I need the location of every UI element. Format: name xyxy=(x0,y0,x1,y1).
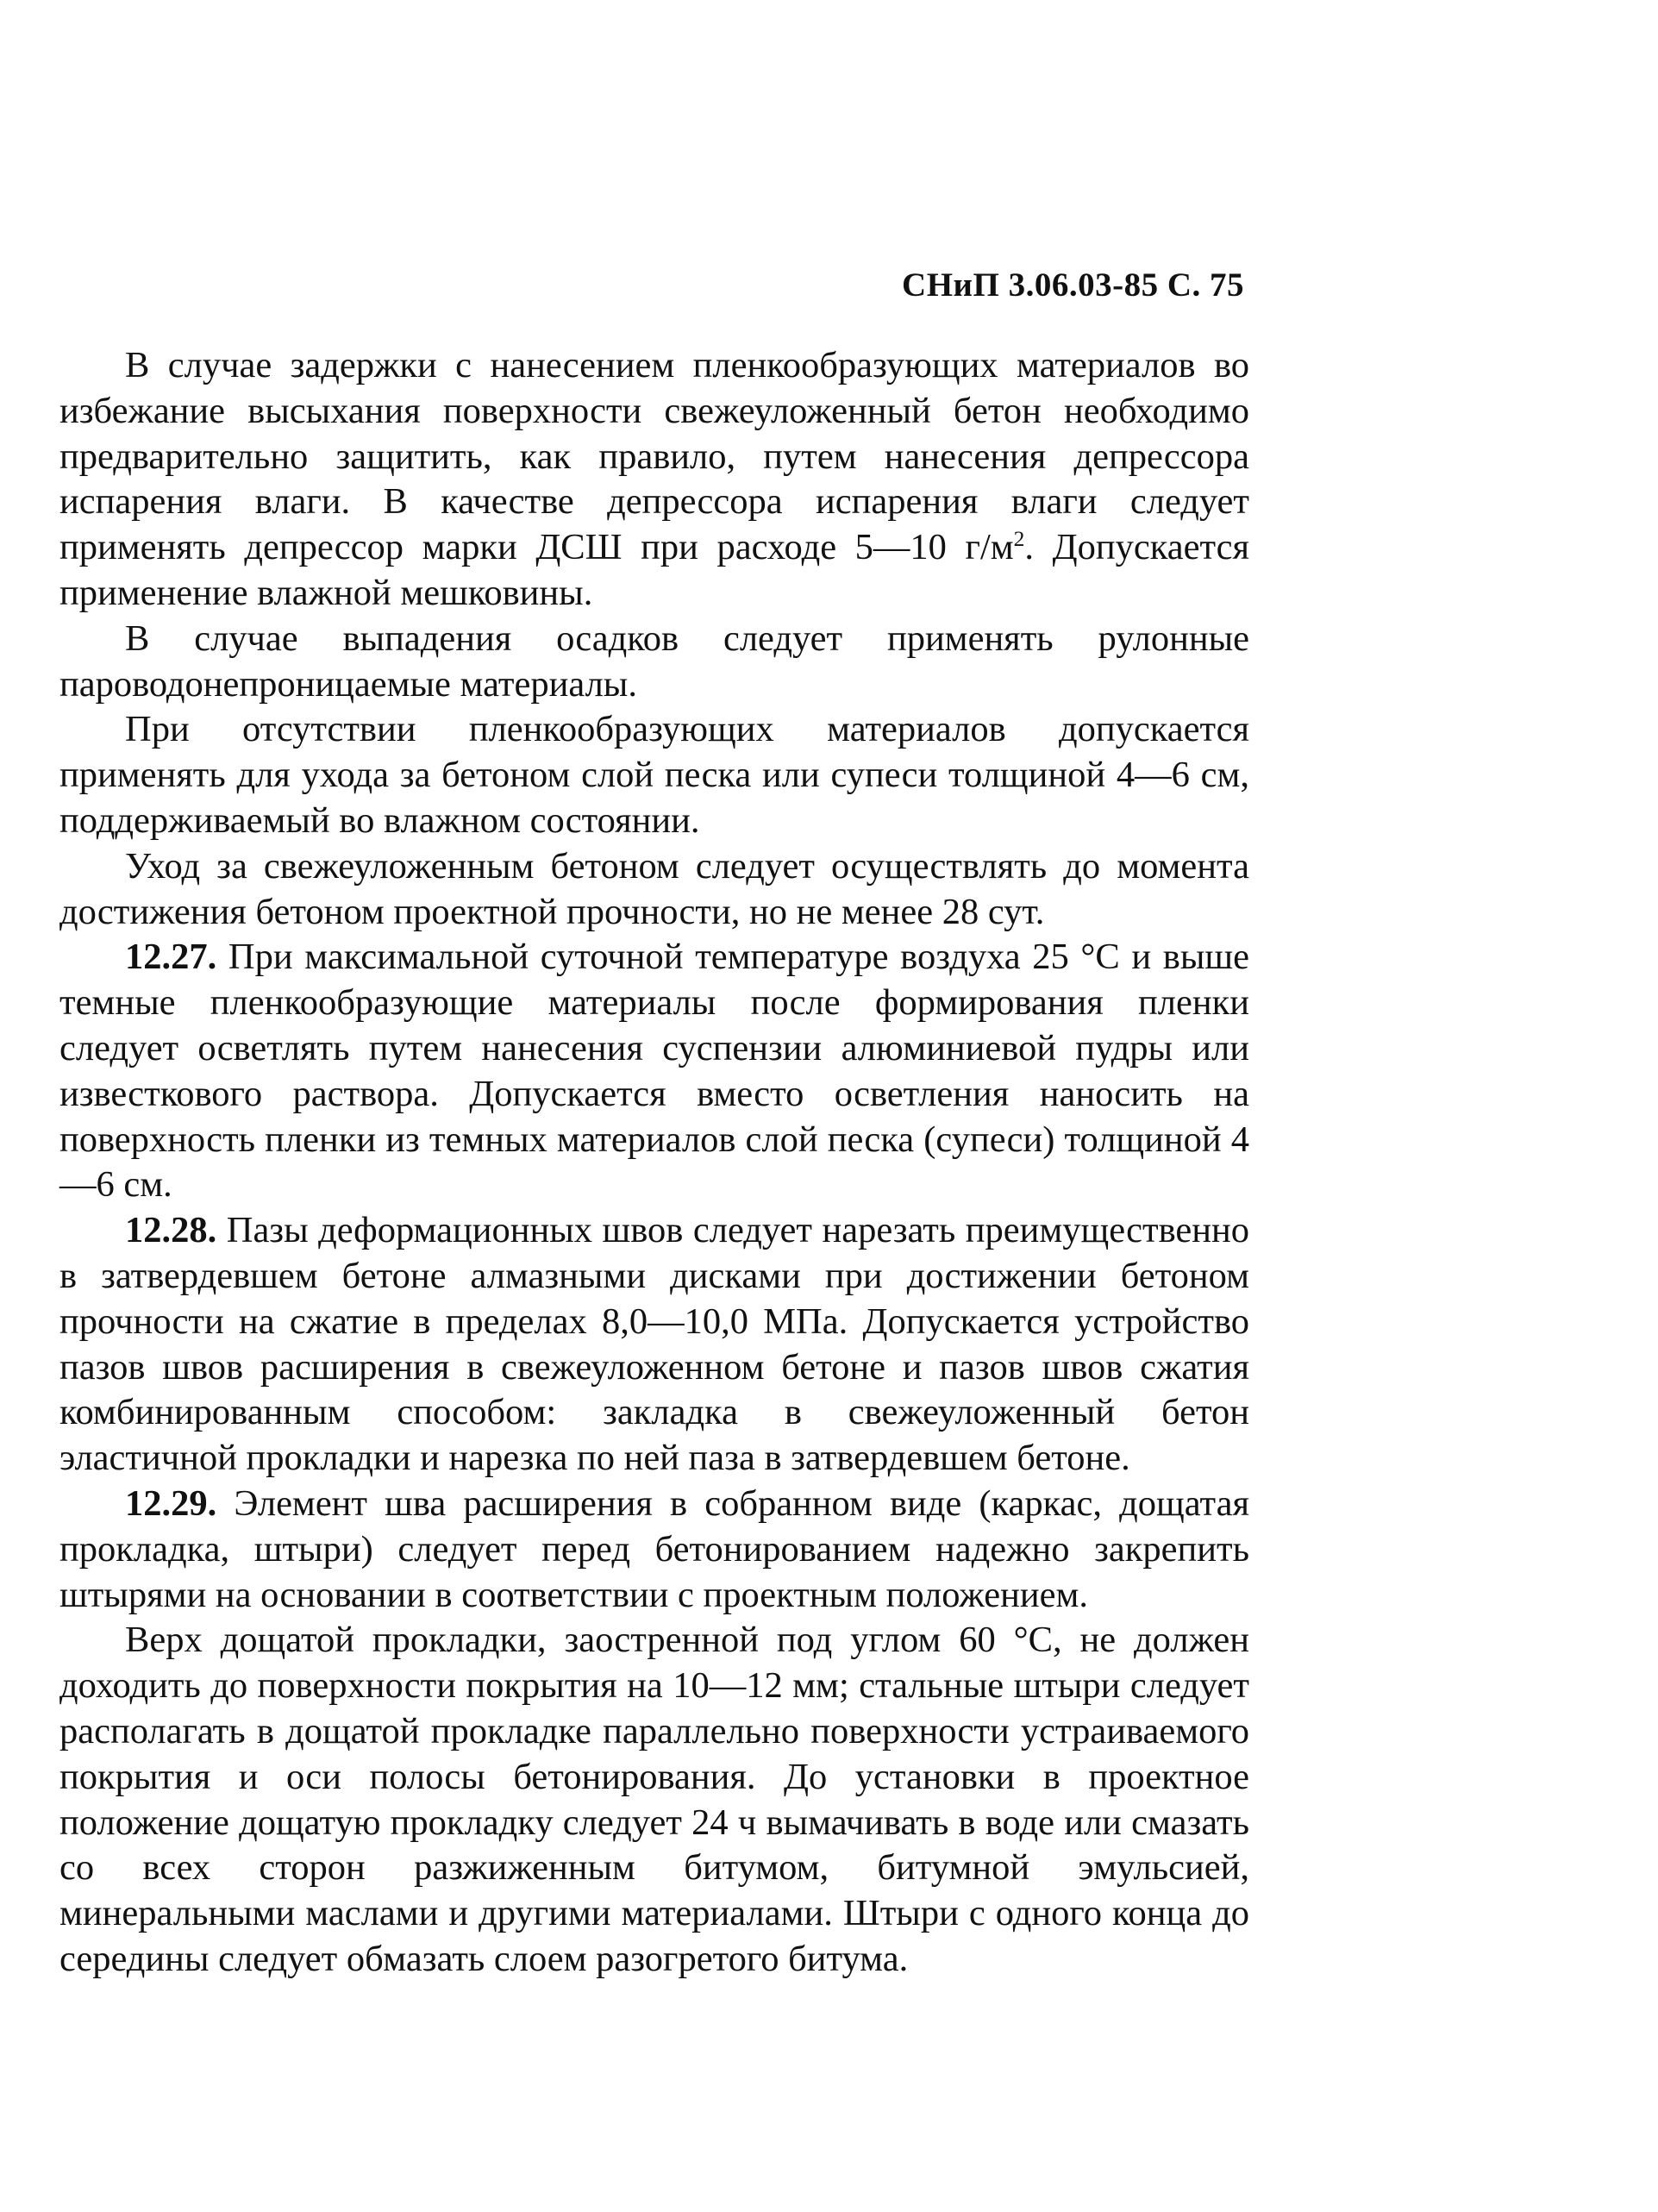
paragraph xyxy=(59,707,1249,843)
paragraph-text: При отсутствии пленкообразующих материалов допускается применять для ухода за бетоном слой песка или супеси толщиной 4—6 см, поддерживаемый во влажном состоянии. xyxy=(59,709,1249,841)
paragraph-text: В случае выпадения осадков следует применять рулонные пароводонепроницаемые материалы. xyxy=(59,617,1249,705)
paragraph-text: Пазы деформационных швов следует нарезать преимущественно в затвердевшем бетоне алмазными дисками при достижении бетоном прочности на сжатие в пределах 8,0—10,0 МПа. Допускается устройство пазов швов расширения в свежеуложенном бетоне и пазов швов сжатия комбинированным способом: закладка в свежеуложенный бетон эластичной прокладки и нарезка по ней паза в затвердевшем бетоне. xyxy=(59,1210,1249,1479)
paragraph xyxy=(59,1618,1249,1982)
paragraph-text: При максимальной суточной температуре воздуха 25 °С и выше темные пленкообразующие материалы после формирования пленки следует осветлять путем нанесения суспензии алюминиевой пудры или известкового раствора. Допускается вместо осветления наносить на поверхность пленки из темных материалов слой песка (супеси) толщиной 4—6 см. xyxy=(59,937,1250,1206)
paragraph-text: Верх дощатой прокладки, заостренной под углом 60 °С, не должен доходить до поверхности покрытия на 10—12 мм; стальные штыри следует располагать в дощатой прокладке параллельно поверхности устраиваемого покрытия и оси полосы бетонирования. До установки в проектное положение дощатую прокладку следует 24 ч вымачивать в воде или смазать со всех сторон разжиженным битумом, битумной эмульсией, минеральными маслами и другими материалами. Штыри с одного конца до середины следует обмазать слоем разогретого битума. xyxy=(59,1620,1249,1979)
section-number: 12.28. xyxy=(125,1210,217,1251)
section-number: 12.27. xyxy=(125,937,217,978)
section-number: 12.29. xyxy=(125,1482,217,1524)
section-paragraph xyxy=(59,935,1249,1208)
paragraph-text-tail: . Допускается применение влажной мешковины. xyxy=(59,527,1249,613)
superscript: 2 xyxy=(1013,526,1025,552)
paragraph xyxy=(59,844,1249,936)
paragraph-text: Уход за свежеуложенным бетоном следует осуществлять до момента достижения бетоном проектной прочности, но не менее 28 сут. xyxy=(59,845,1249,932)
paragraph xyxy=(59,617,1249,708)
paragraph xyxy=(59,343,1249,617)
section-paragraph xyxy=(59,1208,1249,1482)
paragraph-text: Элемент шва расширения в собранном виде (каркас, дощатая прокладка, штыри) следует перед бетонированием надежно закрепить штырями на основании в соответствии с проектным положением. xyxy=(59,1482,1249,1615)
paragraph-text: В случае задержки с нанесением пленкообразующих материалов во избежание высыхания поверхности свежеуложенный бетон необходимо предварительно защитить, как правило, путем нанесения депрессора испарения влаги. В качестве депрессора испарения влаги следует применять депрессор марки ДСШ при расходе 5—10 г/м xyxy=(59,345,1249,568)
section-paragraph xyxy=(59,1482,1249,1618)
body-text xyxy=(59,343,1249,1983)
page-header: СНиП 3.06.03-85 С. 75 xyxy=(902,266,1244,304)
